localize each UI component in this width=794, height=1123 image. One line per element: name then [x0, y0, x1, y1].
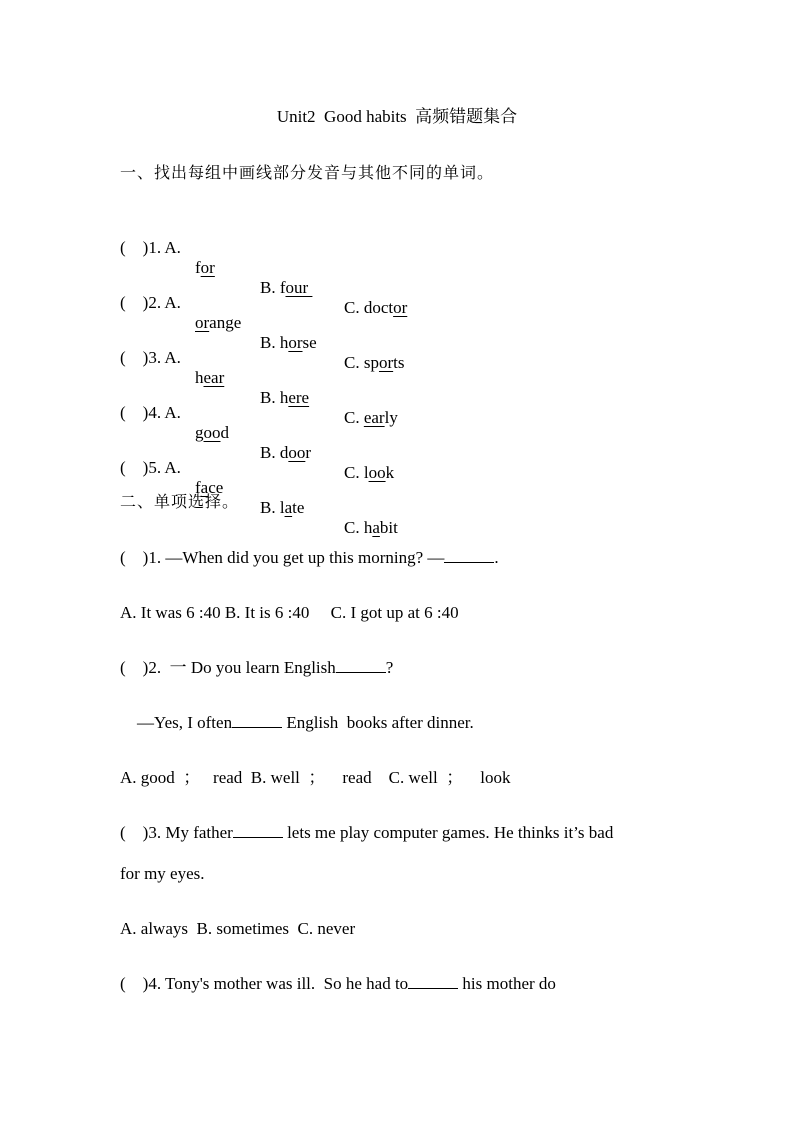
section1-heading: 一、找出每组中画线部分发音与其他不同的单词。	[120, 163, 495, 182]
answer-blank	[408, 974, 458, 989]
answer-blank	[336, 658, 386, 673]
option-c: C. habit	[344, 518, 398, 537]
question-2-options: A. good ； read B. well ； read C. well ； look	[120, 768, 511, 787]
item-number: ( )2. A.	[120, 293, 186, 312]
option-b: B. four	[260, 278, 313, 297]
option-a: face	[195, 478, 224, 497]
option-a: good	[195, 423, 229, 442]
option-c: C. early	[344, 408, 398, 427]
option-b: B. horse	[260, 333, 317, 352]
option-b: B. late	[260, 498, 305, 517]
answer-blank	[232, 713, 282, 728]
item-number: ( )3. A.	[120, 348, 186, 367]
question-3: ( )3. My father lets me play computer games. He thinks it’s bad	[120, 823, 614, 842]
item-number: ( )4. A.	[120, 403, 186, 422]
question-stem: ( )2. 一 Do you learn English	[120, 658, 336, 677]
page-title: Unit2 Good habits 高频错题集合	[276, 107, 518, 126]
question-3-options: A. always B. sometimes C. never	[120, 919, 356, 938]
answer-blank	[444, 548, 494, 563]
option-c: C. doctor	[344, 298, 408, 317]
option-a: hear	[195, 368, 225, 387]
option-a: for	[195, 258, 215, 277]
item-number: ( )1. A.	[120, 238, 186, 257]
question-3-line2: for my eyes.	[120, 864, 205, 883]
answer-blank	[233, 823, 283, 838]
item-number: ( )5. A.	[120, 458, 186, 477]
question-1-options: A. It was 6 :40 B. It is 6 :40 C. I got up at 6 :40	[120, 603, 459, 622]
question-4: ( )4. Tony's mother was ill. So he had to his mother do	[120, 974, 556, 993]
question-2: ( )2. 一 Do you learn English ?	[120, 658, 394, 677]
option-a: orange	[195, 313, 242, 332]
question-stem: ( )1. —When did you get up this morning? —	[120, 548, 445, 567]
option-b: B. here	[260, 388, 310, 407]
option-b: B. door	[260, 443, 312, 462]
section2-heading: 二、单项选择。	[120, 492, 240, 511]
question-stem: ( )4. Tony's mother was ill. So he had to	[120, 974, 409, 993]
option-c: C. sports	[344, 353, 405, 372]
question-1: ( )1. —When did you get up this morning? — .	[120, 548, 499, 567]
question-2-line2: —Yes, I often English books after dinner.	[120, 713, 474, 732]
question-stem: ( )3. My father	[120, 823, 233, 842]
option-c: C. look	[344, 463, 395, 482]
